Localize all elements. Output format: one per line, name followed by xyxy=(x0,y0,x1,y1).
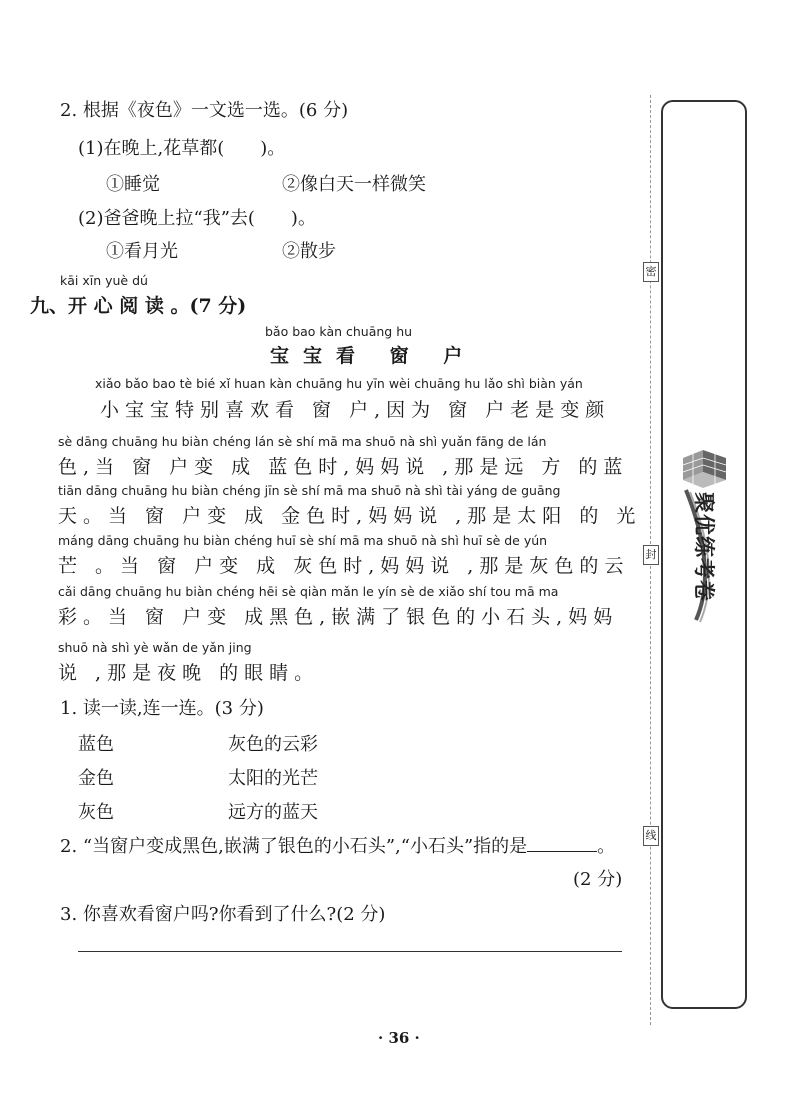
match-left-1: 蓝色 xyxy=(78,734,114,755)
brand-text: 聚优练考卷 xyxy=(692,492,716,602)
match-left-3: 灰色 xyxy=(78,802,114,823)
passage-title: 宝宝看 窗 户 xyxy=(270,345,477,367)
passage-line-4-pinyin: máng dāng chuāng hu biàn chéng huī sè shí mā ma shuō nà shì huī sè de yún xyxy=(58,533,548,548)
passage-line-5: 彩。当 窗 户变 成黑色,嵌满了银色的小石头,妈妈 xyxy=(58,606,619,628)
match-left-2: 金色 xyxy=(78,768,114,789)
passage-line-3-pinyin: tiān dāng chuāng hu biàn chéng jīn sè shí mā ma shuō nà shì tài yáng de guāng xyxy=(58,483,561,498)
q9-1-title: 1. 读一读,连一连。(3 分) xyxy=(60,698,264,719)
match-right-2: 太阳的光芒 xyxy=(228,768,318,789)
q9-2-title: 2. “当窗户变成黑色,嵌满了银色的小石头”,“小石头”指的是 xyxy=(60,836,528,857)
q2-title: 2. 根据《夜色》一文选一选。(6 分) xyxy=(60,100,349,121)
match-right-3: 远方的蓝天 xyxy=(228,802,318,823)
passage-line-1-pinyin: xiǎo bǎo bao tè bié xǐ huan kàn chuāng hu yīn wèi chuāng hu lǎo shì biàn yán xyxy=(95,376,583,391)
q2-sub1-option1: ①睡觉 xyxy=(106,174,160,195)
passage-line-2: 色,当 窗 户变 成 蓝色时,妈妈说 ,那是远 方 的蓝 xyxy=(58,456,629,478)
seal-tag-xian: 线 xyxy=(643,826,659,846)
q2-sub1-option2: ②像白天一样微笑 xyxy=(282,174,426,195)
section9-pinyin: kāi xīn yuè dú xyxy=(60,273,148,288)
passage-line-6: 说 ,那是夜晚 的眼睛。 xyxy=(58,662,320,684)
brand-logo xyxy=(690,470,730,670)
match-right-1: 灰色的云彩 xyxy=(228,734,318,755)
q2-sub2-option1: ①看月光 xyxy=(106,241,178,262)
passage-line-2-pinyin: sè dāng chuāng hu biàn chéng lán sè shí mā ma shuō nà shì yuǎn fāng de lán xyxy=(58,434,547,449)
q2-sub1: (1)在晚上,花草都( )。 xyxy=(78,138,286,159)
answer-line[interactable] xyxy=(78,951,622,952)
page-number: · 36 · xyxy=(378,1029,420,1047)
q9-2-score: (2 分) xyxy=(573,869,623,890)
seal-tag-mi: 密 xyxy=(643,262,659,282)
passage-title-pinyin: bǎo bao kàn chuāng hu xyxy=(265,324,413,339)
q9-2-end: 。 xyxy=(597,836,616,857)
section9-heading: 九、开 心 阅 读 。(7 分) xyxy=(30,295,247,317)
q2-sub2-option2: ②散步 xyxy=(282,241,336,262)
q9-2-line xyxy=(60,832,615,858)
answer-blank[interactable] xyxy=(527,835,597,852)
q2-sub2: (2)爸爸晚上拉“我”去( )。 xyxy=(78,208,316,229)
q9-3-title: 3. 你喜欢看窗户吗?你看到了什么?(2 分) xyxy=(60,904,386,925)
passage-line-4: 芒 。当 窗 户变 成 灰色时,妈妈说 ,那是灰色的云 xyxy=(58,555,630,577)
seal-tag-feng: 封 xyxy=(643,545,659,565)
passage-line-1: 小宝宝特别喜欢看 窗 户,因为 窗 户老是变颜 xyxy=(100,399,611,421)
passage-line-3: 天。当 窗 户变 成 金色时,妈妈说 ,那是太阳 的 光 xyxy=(58,505,642,527)
passage-line-6-pinyin: shuō nà shì yè wǎn de yǎn jing xyxy=(58,640,252,655)
passage-line-5-pinyin: cǎi dāng chuāng hu biàn chéng hēi sè qiàn mǎn le yín sè de xiǎo shí tou mā ma xyxy=(58,584,559,599)
